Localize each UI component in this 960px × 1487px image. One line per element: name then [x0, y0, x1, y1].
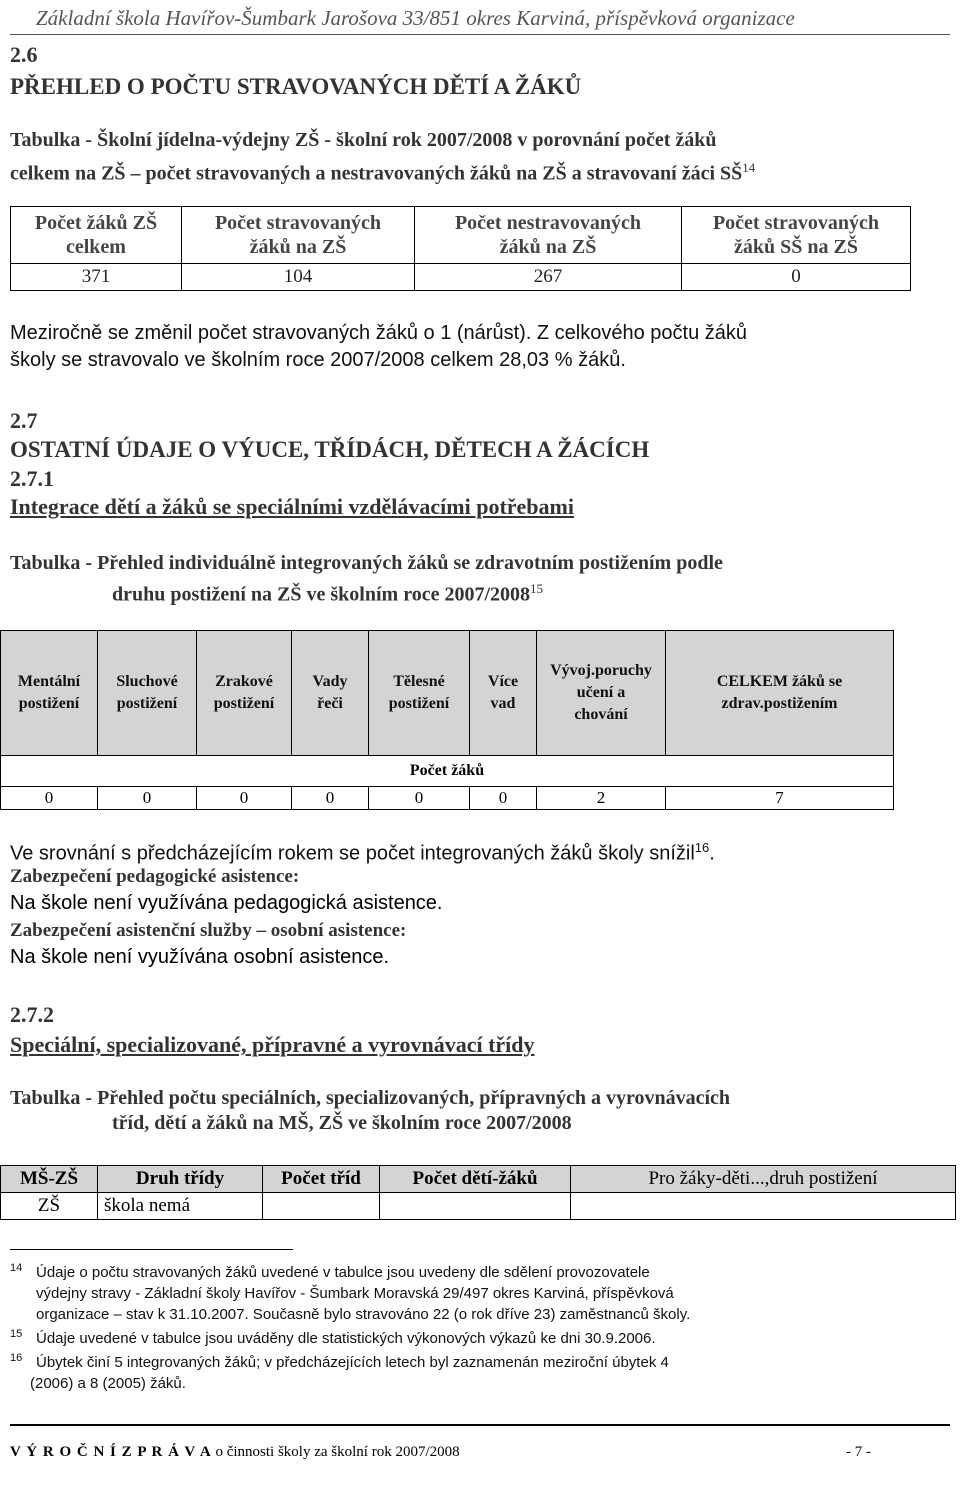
- table-header-cell: Vývoj.poruchy učení a chování: [537, 631, 666, 756]
- special-classes-table: [0, 1165, 956, 1220]
- caption-line: Tabulka - Přehled individuálně integrovaných žáků se zdravotním postižením podle: [10, 552, 723, 574]
- table-cell: 371: [11, 264, 182, 291]
- table-header-row: [1, 1166, 956, 1193]
- table-cell: 0: [292, 787, 369, 810]
- footer-rule: [10, 1424, 950, 1426]
- table-header-cell: Počet stravovaných žáků SŠ na ZŠ: [682, 207, 911, 264]
- page-header: Základní škola Havířov-Šumbark Jarošova 33/851 okres Karviná, příspěvková organizace: [36, 6, 795, 30]
- personal-assistance-text: Na škole není využívána osobní asistence.: [10, 946, 390, 968]
- footnote-number: 16: [10, 1352, 23, 1364]
- page-number: - 7 -: [846, 1444, 871, 1460]
- table-cell: 0: [682, 264, 911, 291]
- footnote: [10, 1328, 910, 1349]
- page-footer: [10, 1444, 460, 1461]
- footnote-rule: [10, 1249, 293, 1250]
- table-subheader-row: [1, 756, 894, 787]
- caption-line: [112, 576, 723, 608]
- footnote-line: (2006) a 8 (2005) žáků.: [30, 1375, 186, 1392]
- footnote: [10, 1262, 910, 1325]
- table-cell: 0: [470, 787, 537, 810]
- table-cell: [571, 1193, 956, 1220]
- subsection-title: Integrace dětí a žáků se speciálními vzdělávacími potřebami: [10, 494, 574, 519]
- table-header-cell: Počet stravovaných žáků na ZŠ: [182, 207, 415, 264]
- table-cell: 7: [666, 787, 894, 810]
- caption-text: celkem na ZŠ – počet stravovaných a nestravovaných žáků na ZŠ a stravovaní žáci SŠ: [10, 162, 743, 185]
- report-subtitle: o činnosti školy za školní rok 2007/2008: [215, 1444, 460, 1460]
- table-cell: 0: [369, 787, 470, 810]
- table-header-cell: MŠ-ZŠ: [1, 1166, 98, 1193]
- footnote-line: Úbytek činí 5 integrovaných žáků; v předcházejících letech byl zaznamenán meziroční úbytek 4: [36, 1354, 669, 1371]
- caption-text: druhu postižení na ZŠ ve školním roce 2007/2008: [112, 583, 531, 606]
- table-cell: 104: [182, 264, 415, 291]
- table-cell: 267: [415, 264, 682, 291]
- table-cell: 0: [1, 787, 98, 810]
- table-header-cell: Počet žáků ZŠ celkem: [11, 207, 182, 264]
- table-header-cell: Sluchové postižení: [98, 631, 197, 756]
- footnote-number: 14: [10, 1262, 23, 1274]
- table-header-cell: Více vad: [470, 631, 537, 756]
- table-cell: 0: [98, 787, 197, 810]
- caption-line: [10, 155, 755, 187]
- table-header-cell: Zrakové postižení: [197, 631, 292, 756]
- personal-assistance-label: Zabezpečení asistenční služby – osobní asistence:: [10, 920, 407, 941]
- table-header-row: [1, 631, 894, 756]
- footnote: [10, 1352, 910, 1394]
- footnote-ref: 16: [694, 840, 710, 855]
- paragraph-line: Meziročně se změnil počet stravovaných žáků o 1 (nárůst). Z celkového počtu žáků: [10, 322, 748, 344]
- footnote-line: výdejny stravy - Základní školy Havířov - Šumbark Moravská 29/497 okres Karviná, příspěvková: [36, 1285, 674, 1302]
- table-cell: 2: [537, 787, 666, 810]
- footnote-ref: 15: [530, 581, 544, 596]
- table-cell: [380, 1193, 571, 1220]
- footnote-ref: 14: [742, 160, 756, 175]
- table-header-cell: Mentální postižení: [1, 631, 98, 756]
- table-caption: [10, 128, 755, 187]
- pedagogical-assistance-label: Zabezpečení pedagogické asistence:: [10, 866, 300, 887]
- table-header-cell: Tělesné postižení: [369, 631, 470, 756]
- pedagogical-assistance-text: Na škole není využívána pedagogická asistence.: [10, 892, 443, 914]
- caption-line: Tabulka - Školní jídelna-výdejny ZŠ - školní rok 2007/2008 v porovnání počet žáků: [10, 129, 717, 151]
- table-cell: ZŠ: [1, 1193, 98, 1220]
- comparison-sentence: Ve srovnání s předcházejícím rokem se počet integrovaných žáků školy snížil: [10, 842, 695, 865]
- table-header-cell: CELKEM žáků se zdrav.postižením: [666, 631, 894, 756]
- table-caption: [10, 551, 723, 608]
- caption-line: tříd, dětí a žáků na MŠ, ZŠ ve školním roce 2007/2008: [112, 1112, 572, 1134]
- table-caption: [10, 1086, 730, 1136]
- header-rule: [10, 34, 950, 35]
- table-header-cell: Počet nestravovaných žáků na ZŠ: [415, 207, 682, 264]
- meals-table: [10, 206, 911, 291]
- caption-line: Tabulka - Přehled počtu speciálních, specializovaných, přípravných a vyrovnávacích: [10, 1087, 731, 1109]
- subsection-number: 2.7.1: [10, 466, 54, 491]
- table-header-cell: Druh třídy: [98, 1166, 263, 1193]
- table-cell: škola nemá: [98, 1193, 263, 1220]
- report-title: V Ý R O Č N Í Z P R Á V A: [10, 1444, 212, 1460]
- table-row: [1, 787, 894, 810]
- table-header-cell: Pro žáky-děti...,druh postižení: [571, 1166, 956, 1193]
- comparison-end: .: [709, 842, 715, 865]
- section-title: OSTATNÍ ÚDAJE O VÝUCE, TŘÍDÁCH, DĚTECH A ŽÁCÍCH: [10, 437, 650, 462]
- subsection-title: Speciální, specializované, přípravné a vyrovnávací třídy: [10, 1032, 535, 1057]
- table-header-cell: Počet tříd: [263, 1166, 380, 1193]
- integration-table: [0, 630, 894, 810]
- paragraph-line: školy se stravovalo ve školním roce 2007/2008 celkem 28,03 % žáků.: [10, 349, 626, 371]
- table-subheader: Počet žáků: [1, 756, 894, 787]
- section-title: PŘEHLED O POČTU STRAVOVANÝCH DĚTÍ A ŽÁKŮ: [10, 74, 582, 99]
- table-cell: 0: [197, 787, 292, 810]
- footnote-line: organizace – stav k 31.10.2007. Současně bylo stravováno 22 (o rok dříve 23) zaměstnanců školy.: [36, 1306, 691, 1323]
- table-row: [11, 264, 911, 291]
- table-header-row: [11, 207, 911, 264]
- table-row: [1, 1193, 956, 1220]
- table-header-cell: Počet dětí-žáků: [380, 1166, 571, 1193]
- meals-paragraph: [10, 320, 747, 374]
- table-header-cell: Vady řeči: [292, 631, 369, 756]
- section-number: 2.6: [10, 42, 38, 67]
- table-cell: [263, 1193, 380, 1220]
- subsection-number: 2.7.2: [10, 1002, 54, 1027]
- footnote-line: Údaje o počtu stravovaných žáků uvedené v tabulce jsou uvedeny dle sdělení provozovatele: [36, 1264, 650, 1281]
- footnote-number: 15: [10, 1328, 23, 1340]
- section-number: 2.7: [10, 408, 38, 433]
- footnote-line: Údaje uvedené v tabulce jsou uváděny dle statistických výkonových výkazů ke dni 30.9.2006.: [36, 1330, 656, 1347]
- comparison-text: [10, 834, 715, 868]
